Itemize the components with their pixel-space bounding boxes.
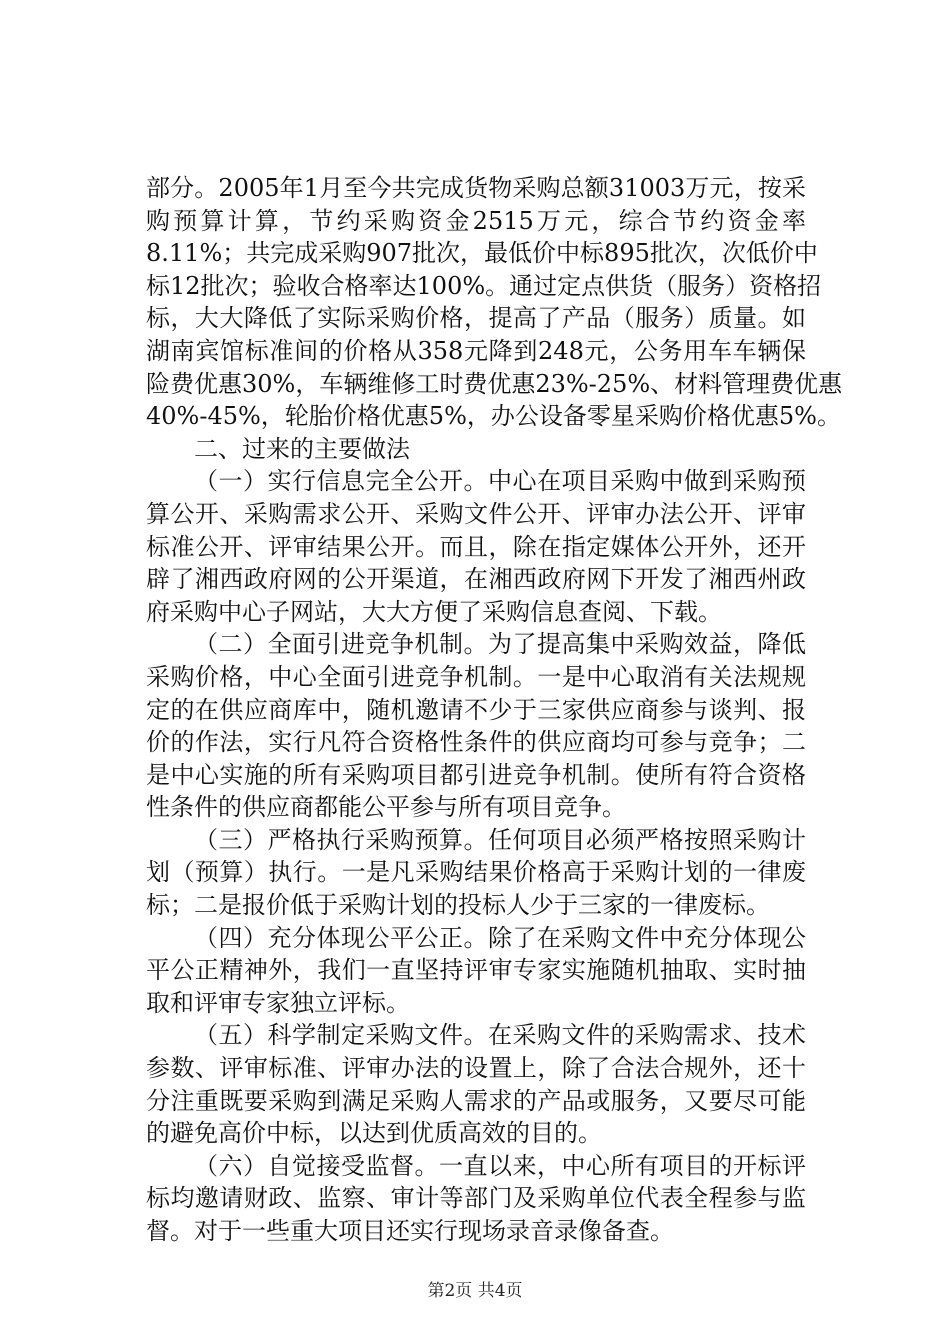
body-line: 取和评审专家独立评标。: [146, 988, 410, 1017]
body-line: 险费优惠30%，车辆维修工时费优惠23%-25%、材料管理费优惠: [146, 369, 843, 398]
body-line: 购预算计算，节约采购资金2515万元，综合节约资金率: [146, 206, 806, 235]
page-footer: 第2页 共4页: [427, 1281, 523, 1301]
body-line: （五）科学制定采购文件。在采购文件的采购需求、技术: [194, 1021, 806, 1050]
body-line: （六）自觉接受监督。一直以来，中心所有项目的开标评: [194, 1151, 806, 1180]
body-line: 分注重既要采购到满足采购人需求的产品或服务，又要尽可能: [146, 1086, 806, 1115]
body-line: 是中心实施的所有采购项目都引进竞争机制。使所有符合资格: [146, 760, 806, 789]
body-line: 督。对于一些重大项目还实行现场录音录像备查。: [146, 1217, 674, 1245]
body-line: 性条件的供应商都能公平参与所有项目竞争。: [146, 793, 626, 822]
body-line: 标12批次；验收合格率达100%。通过定点供货（服务）资格招: [146, 271, 822, 300]
body-line: （三）严格执行采购预算。任何项目必须严格按照采购计: [194, 825, 806, 854]
body-line: 算公开、采购需求公开、采购文件公开、评审办法公开、评审: [146, 499, 806, 528]
body-line: 8.11%；共完成采购907批次，最低价中标895批次，次低价中: [146, 239, 818, 268]
body-line: 平公正精神外，我们一直坚持评审专家实施随机抽取、实时抽: [146, 956, 806, 985]
body-line: 湖南宾馆标准间的价格从358元降到248元，公务用车车辆保: [146, 336, 806, 365]
body-line: 部分。2005年1月至今共完成货物采购总额31003万元，按采: [146, 174, 806, 202]
body-line: 参数、评审标准、评审办法的设置上，除了合法合规外，还十: [146, 1054, 806, 1083]
body-line: 40%-45%，轮胎价格优惠5%，办公设备零星采购价格优惠5%。: [146, 402, 841, 431]
body-line: 定的在供应商库中，随机邀请不少于三家供应商参与谈判、报: [146, 695, 806, 724]
document-body: [146, 172, 843, 1248]
body-line: 标准公开、评审结果公开。而且，除在指定媒体公开外，还开: [146, 532, 806, 561]
body-line: 的避免高价中标，以达到优质高效的目的。: [146, 1119, 602, 1148]
body-line: （一）实行信息完全公开。中心在项目采购中做到采购预: [194, 467, 806, 496]
body-line: 辟了湘西政府网的公开渠道，在湘西政府网下开发了湘西州政: [146, 565, 806, 594]
body-line: 采购价格，中心全面引进竞争机制。一是中心取消有关法规规: [146, 662, 806, 691]
body-line: 划（预算）执行。一是凡采购结果价格高于采购计划的一律废: [146, 858, 806, 887]
body-line: 府采购中心子网站，大大方便了采购信息查阅、下载。: [146, 597, 722, 626]
body-line: 标，大大降低了实际采购价格，提高了产品（服务）质量。如: [146, 304, 806, 333]
body-line: 标；二是报价低于采购计划的投标人少于三家的一律废标。: [146, 891, 770, 920]
body-line: （二）全面引进竞争机制。为了提高集中采购效益，降低: [194, 630, 806, 659]
body-line: 价的作法，实行凡符合资格性条件的供应商均可参与竞争；二: [146, 728, 806, 757]
body-line: （四）充分体现公平公正。除了在采购文件中充分体现公: [194, 923, 806, 952]
section-heading: 二、过来的主要做法: [194, 434, 410, 463]
body-line: 标均邀请财政、监察、审计等部门及采购单位代表全程参与监: [146, 1184, 806, 1213]
